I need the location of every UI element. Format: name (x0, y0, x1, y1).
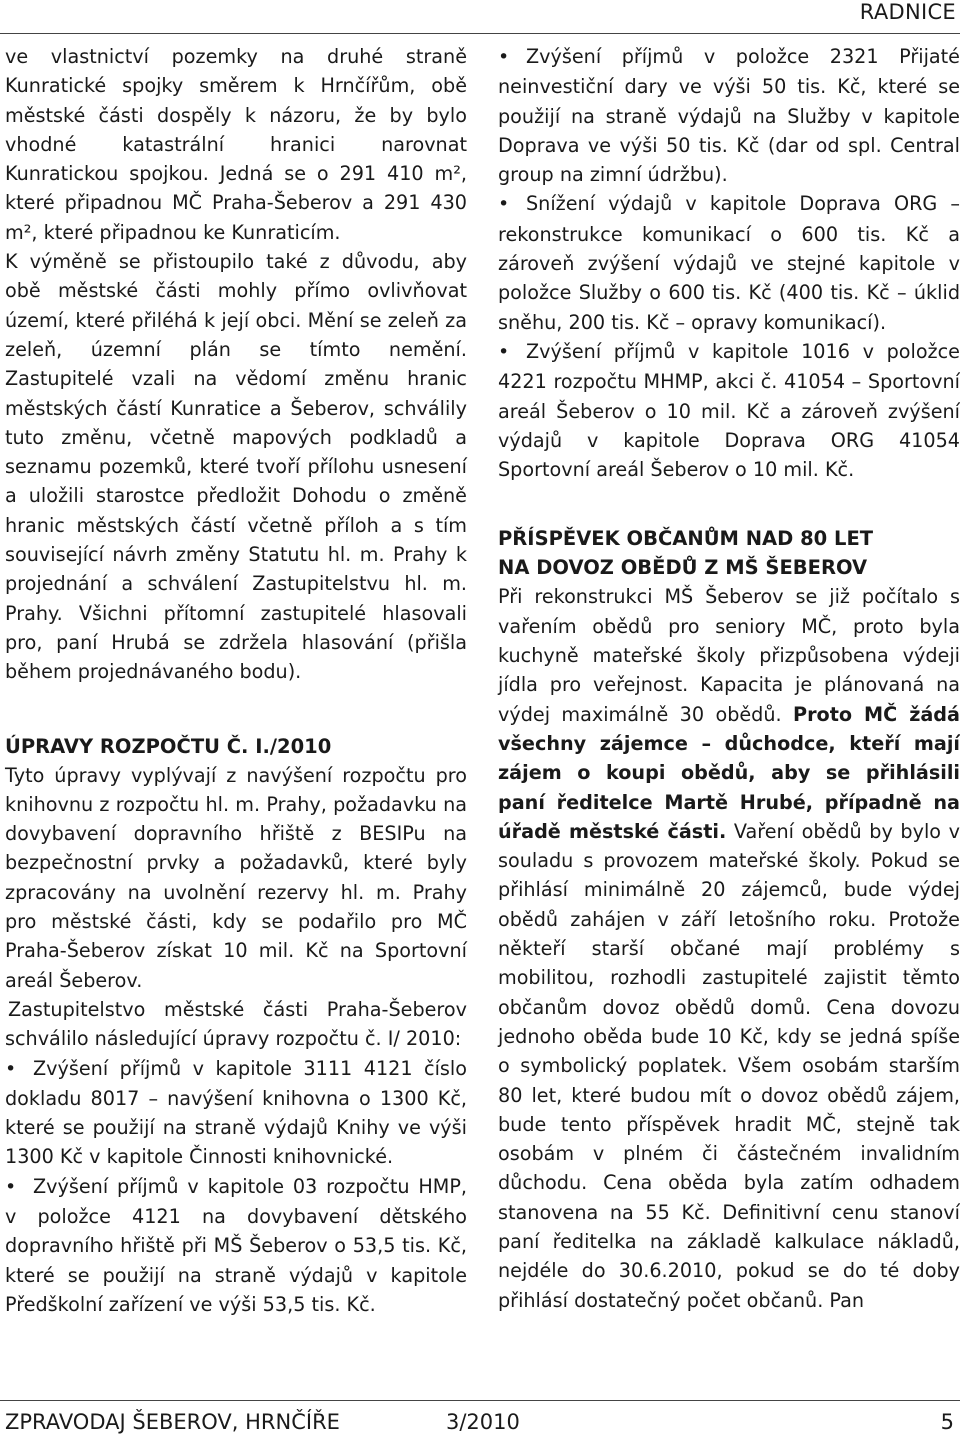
footer-publication: ZPRAVODAJ ŠEBEROV, HRNČÍŘE (5, 1410, 340, 1434)
list-item: • Zvýšení příjmů v položce 2321 Přijaté neinvestiční dary ve výši 50 tis. Kč, které se použijí na straně výdajů na Služby v kapitole Doprava ve výši 50 tis. Kč (dar od spl. Central group na zimní údržbu). (498, 45, 960, 187)
page-number: 5 (940, 1410, 954, 1434)
paragraph-boundary-intro: ve vlastnictví pozemky na druhé straně Kunratické spojky směrem k Hrnčířům, obě městské části dospěly k názoru, že by bylo vhodné katastrální hranici narovnat Kunratickou spojkou. Jedná se o 291 410 m², které připadnou MČ Praha-Šeberov a 291 430 m², které připadnou ke Kunraticím. (5, 45, 467, 244)
section-label: RADNICE (859, 0, 956, 24)
list-item: • Zvýšení příjmů v kapitole 3111 4121 číslo dokladu 8017 – navýšení knihovna o 1300 Kč, které se použijí na straně výdajů Knihy ve výši 1300 Kč v kapitole Činnosti knihovnické. (5, 1056, 467, 1169)
bullet-icon: • (498, 340, 510, 363)
footer-issue: 3/2010 (446, 1410, 520, 1434)
budget-bullets-right (498, 42, 960, 484)
list-item: • Snížení výdajů v kapitole Doprava ORG – rekonstrukce komunikací o 600 tis. Kč a zároveň zvýšení výdajů ve stejné kapitole v položce Služby o 600 tis. Kč (400 tis. Kč – úklid sněhu, 200 tis. Kč – opravy komunikací). (498, 192, 960, 334)
list-item: • Zvýšení příjmů v kapitole 1016 v položce 4221 rozpočtu MHMP, akci č. 41054 – Sportovní areál Šeberov o 10 mil. Kč a zároveň zvýšení výdajů v kapitole Doprava ORG 41054 Sportovní areál Šeberov o 10 mil. Kč. (498, 339, 960, 482)
bullet-icon: • (498, 193, 510, 216)
right-column (498, 42, 960, 1315)
budget-bullets-left (5, 1054, 467, 1320)
paragraph-lunch-service: Při rekonstrukci MŠ Šeberov se již počítalo s vařením obědů pro seniory MČ, proto byla kuchyně mateřské školy přizpůsobena výdeji jídla pro veřejnost. Kapacita je plánovaná na výdej maximálně 30 obědů. Proto MČ žádá všechny zájemce – důchodce, kteří mají zájem o koupi obědů, aby se přihlásili paní ředitelce Martě Hrubé, případně na úřadě městské části. Vaření obědů by bylo v souladu s provozem mateřské školy. Pokud se přihlásí minimálně 20 zájemců, bude výdej obědů zahájen v září letošního roku. Protože někteří starší občané mají problémy s mobilitou, rozhodli zastupitelé zajistit těmto občanům dovoz obědů domů. Cena dovozu jednoho oběda bude 10 Kč, kdy se jedná spíše o symbolický poplatek. Všem osobám starším 80 let, které budou mít o dovoz obědů zájem, bude tento příspěvek hradit MČ, stejně tak osobám v plném či částečném invalidním důchodu. Cena oběda byla zatím odhadem stanovena na 55 Kč. Definitivní cenu stanoví paní ředitelka na základě kalkulace nákladů, nejdéle do 30.6.2010, pokud se do té doby přihlásí dostatečný počet občanů. Pan (498, 585, 960, 1312)
heading-budget-changes: ÚPRAVY ROZPOČTU Č. I./2010 (5, 734, 332, 758)
paragraph-budget-reasons: Tyto úpravy vyplývají z navýšení rozpočtu pro knihovnu z rozpočtu hl. m. Prahy, požadavku na dovybavení dopravního hřiště z BESIPu na bezpečnostní prvky a požadavků, které byly zpracovány na uvolnění rezervy hl. m. Prahy pro městské části, kdy se podařilo pro MČ Praha-Šeberov získat 10 mil. Kč na Sportovní areál Šeberov. (5, 763, 467, 992)
bullet-icon: • (5, 1175, 17, 1198)
page-footer (0, 1400, 960, 1445)
heading-lunch-contribution: PŘÍSPĚVEK OBČANŮM NAD 80 LET NA DOVOZ OBĚDŮ Z MŠ ŠEBEROV (498, 527, 874, 580)
left-column (5, 42, 467, 1319)
paragraph-boundary-exchange: K výměně se přistoupilo také z důvodu, aby obě městské části mohly přímo ovlivňovat území, které přiléhá k její obci. Mění se zeleň za zeleň, územní plán se tímto nemění. Zastupitelé vzali na vědomí změnu hranic městských částí Kunratice a Šeberov, schválily tuto změnu, včetně mapových podkladů a seznamu pozemků, které tvoří přílohu usnesení a uložili starostce předložit Dohodu o změně hranic městských částí včetně příloh a s tím související návrh změny Statutu hl. m. Prahy k projednání a schválení Zastupitelstvu hl. m. Prahy. Všichni přítomní zastupitelé hlasovali pro, paní Hrubá se zdržela hlasování (přišla během projednávaného bodu). (5, 250, 467, 684)
header-rule (0, 33, 960, 34)
list-item: • Zvýšení příjmů v kapitole 03 rozpočtu HMP, v položce 4121 na dovybavení dětského dopravního hřiště při MŠ Šeberov o 53,5 tis. Kč, které se použijí na straně výdajů v kapitole Předškolní zařízení ve výši 53,5 tis. Kč. (5, 1174, 467, 1316)
bold-callout: Proto MČ žádá všechny zájemce – důchodce, kteří mají zájem o koupi obědů, aby se přihlásili paní ředitelce Martě Hrubé, případně na úřadě městské části. (498, 702, 960, 843)
bullet-icon: • (5, 1057, 17, 1080)
paragraph-budget-approved: Zastupitelstvo městské části Praha-Šeberov schválilo následující úpravy rozpočtu č. I/ 2010: (5, 997, 467, 1051)
bullet-icon: • (498, 46, 510, 68)
